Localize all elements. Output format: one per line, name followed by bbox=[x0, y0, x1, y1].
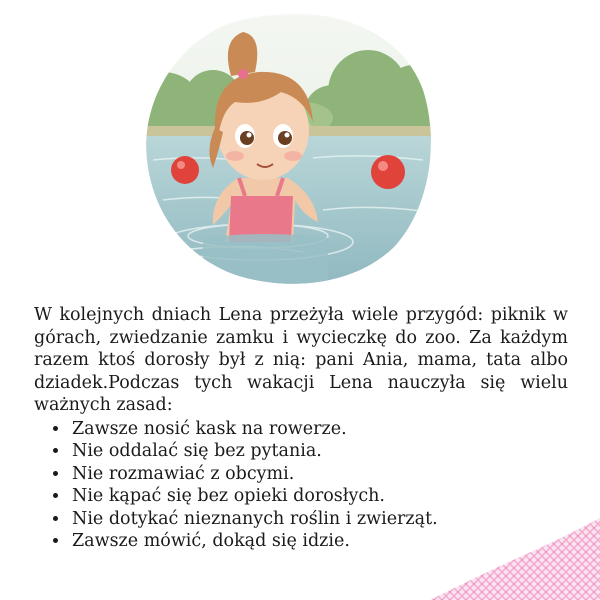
girl-swimming-illustration bbox=[143, 10, 435, 288]
list-item: • Nie kąpać się bez opieki dorosłych. bbox=[70, 485, 568, 508]
story-paragraph: W kolejnych dniach Lena przeżyła wiele przygód: piknik w górach, zwiedzanie zamku i wycieczkę do zoo. Za każdym razem ktoś dorosły był z nią: pani Ania, mama, tata albo dziadek.Podczas tych wakacji Lena nauczyła się wielu ważnych zasad: bbox=[34, 305, 568, 415]
list-item: • Nie oddalać się bez pytania. bbox=[70, 440, 568, 463]
buoy-left bbox=[171, 156, 199, 184]
corner-pattern-decoration bbox=[430, 500, 600, 600]
list-item: • Nie rozmawiać z obcymi. bbox=[70, 463, 568, 486]
list-item: • Zawsze mówić, dokąd się idzie. bbox=[70, 530, 568, 553]
list-item: • Nie dotykać nieznanych roślin i zwierząt. bbox=[70, 508, 568, 531]
buoy-right bbox=[371, 155, 405, 189]
list-item: • Zawsze nosić kask na rowerze. bbox=[70, 418, 568, 441]
